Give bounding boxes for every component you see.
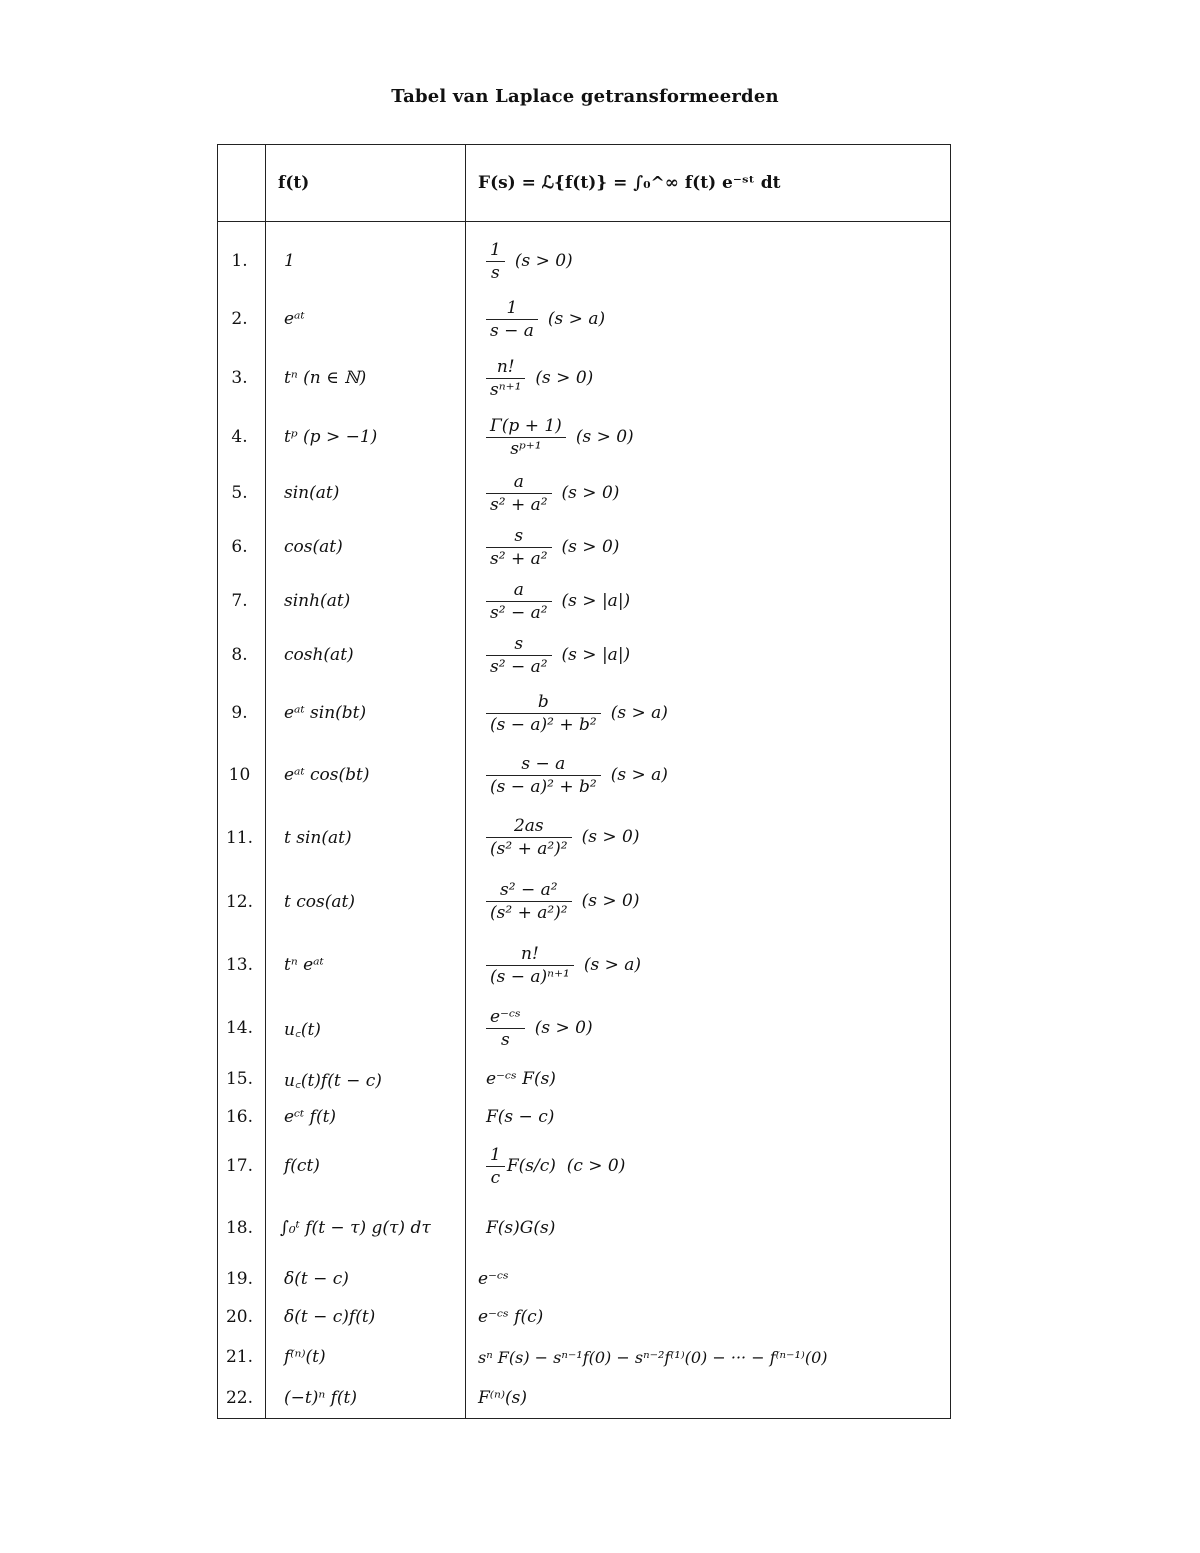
row-transform: e⁻ᶜˢ — [466, 1260, 951, 1298]
row-number: 11. — [225, 827, 254, 848]
row-function: f⁽ⁿ⁾(t) — [266, 1336, 466, 1378]
row-transform — [466, 744, 951, 806]
row-function: t sin(at) — [266, 806, 466, 869]
condition: (s > 0) — [514, 250, 573, 271]
transform-fraction: $\frac{1}{s}$ — [486, 240, 505, 283]
header-f-of-t: f(t) — [266, 145, 466, 222]
condition: (s > 0) — [581, 827, 640, 847]
transform-fraction: $\frac{a}{\text{s² − a²}}$ — [486, 580, 552, 623]
row-transform — [466, 1136, 951, 1196]
row-number: 3. — [231, 368, 248, 388]
row-number: 22. — [225, 1387, 254, 1408]
row-number: 21. — [225, 1347, 254, 1367]
table-row — [218, 934, 951, 996]
row-function: sinh(at) — [266, 574, 466, 628]
table-row — [218, 1336, 951, 1378]
condition: (s > |a|) — [561, 644, 631, 665]
table-row — [218, 348, 951, 408]
row-function: sin(at) — [266, 466, 466, 520]
transform-fraction: $\frac{1}{c}$ — [486, 1145, 505, 1188]
condition: (s > 0) — [535, 367, 594, 388]
row-function: u꜀(t)f(t − c) — [266, 1060, 466, 1098]
row-function: ∫₀ᵗ f(t − τ) g(τ) dτ — [266, 1196, 466, 1260]
transform-fraction: $\frac{s - a}{\text{(s − a)² + b²}}$ — [486, 754, 601, 797]
row-number: 8. — [231, 645, 248, 665]
row-transform: F(s − c) — [466, 1098, 951, 1136]
table-row — [218, 1098, 951, 1136]
row-function: eᵃᵗ cos(bt) — [266, 744, 466, 806]
transform-fraction: $\frac{n!}{\text{(s − a)ⁿ⁺¹}}$ — [486, 944, 574, 987]
row-transform: e⁻ᶜˢ F(s) — [466, 1060, 951, 1098]
row-number: 17. — [225, 1156, 254, 1176]
table-row — [218, 806, 951, 869]
table-row — [218, 1260, 951, 1298]
transform-fraction: $\frac{a}{\text{s² + a²}}$ — [486, 472, 552, 515]
table-row — [218, 996, 951, 1060]
laplace-table — [217, 144, 951, 1419]
row-transform — [466, 466, 951, 520]
row-transform: F⁽ⁿ⁾(s) — [466, 1378, 951, 1418]
table-row — [218, 1378, 951, 1418]
header-number-cell — [218, 145, 266, 222]
condition: (s > a) — [583, 954, 642, 975]
transform-fraction: $\frac{\text{s² − a²}}{\text{(s² + a²)²}}$ — [486, 880, 572, 923]
condition: (s > a) — [547, 308, 606, 329]
table-row — [218, 628, 951, 682]
row-function: tⁿ eᵃᵗ — [266, 934, 466, 996]
row-transform — [466, 408, 951, 466]
row-number: 4. — [231, 427, 248, 447]
table-row — [218, 682, 951, 744]
row-transform — [466, 682, 951, 744]
row-number: 16. — [225, 1107, 254, 1127]
table-row — [218, 1298, 951, 1336]
row-transform — [466, 574, 951, 628]
row-function: δ(t − c) — [266, 1260, 466, 1298]
condition: (s > 0) — [581, 891, 640, 911]
table-row — [218, 1060, 951, 1098]
row-transform — [466, 348, 951, 408]
row-function: eᵃᵗ sin(bt) — [266, 682, 466, 744]
row-number: 19. — [225, 1269, 254, 1289]
row-function: tⁿ (n ∈ ℕ) — [266, 348, 466, 408]
row-number: 7. — [231, 591, 248, 611]
row-transform: sⁿ F(s) − sⁿ⁻¹f(0) − sⁿ⁻²f⁽¹⁾(0) − ··· − f⁽ⁿ⁻¹⁾(0) — [466, 1336, 951, 1378]
table-row — [218, 408, 951, 466]
row-function: 1 — [266, 232, 466, 290]
condition: (s > 0) — [561, 482, 620, 503]
row-transform — [466, 520, 951, 574]
table-row — [218, 744, 951, 806]
row-function: eᵃᵗ — [266, 290, 466, 348]
row-number: 14. — [225, 1018, 254, 1038]
transform-fraction: $\frac{\text{e⁻ᶜˢ}}{s}$ — [486, 1007, 525, 1050]
row-function: cosh(at) — [266, 628, 466, 682]
condition: (s > a) — [610, 764, 668, 785]
condition: (s > |a|) — [561, 590, 631, 611]
row-function: u꜀(t) — [266, 996, 466, 1060]
row-number: 2. — [231, 309, 248, 329]
row-number: 12. — [225, 891, 254, 912]
page-title: Tabel van Laplace getransformeerden — [391, 86, 779, 107]
row-transform — [466, 934, 951, 996]
row-number: 6. — [231, 537, 248, 557]
transform-fraction: $\frac{s}{\text{s² + a²}}$ — [486, 526, 552, 569]
row-number: 5. — [231, 483, 248, 503]
row-function: δ(t − c)f(t) — [266, 1298, 466, 1336]
transform-fraction: $\frac{\Gamma(p + 1)}{\text{sᵖ⁺¹}}$ — [486, 416, 566, 459]
condition: (s > a) — [610, 702, 668, 723]
row-number: 1. — [231, 251, 248, 271]
row-function: f(ct) — [266, 1136, 466, 1196]
row-transform — [466, 996, 951, 1060]
row-function: tᵖ (p > −1) — [266, 408, 466, 466]
table-row — [218, 1136, 951, 1196]
row-function: cos(at) — [266, 520, 466, 574]
row-number: 10 — [228, 765, 251, 785]
table-row — [218, 869, 951, 934]
row-function: t cos(at) — [266, 869, 466, 934]
row-transform: e⁻ᶜˢ f(c) — [466, 1298, 951, 1336]
table-row — [218, 232, 951, 290]
row-number: 20. — [225, 1307, 254, 1327]
transform-fraction: $\frac{b}{\text{(s − a)² + b²}}$ — [486, 692, 601, 735]
row-number: 18. — [225, 1218, 254, 1238]
transform-fraction: $\frac{s}{\text{s² − a²}}$ — [486, 634, 552, 677]
row-function: (−t)ⁿ f(t) — [266, 1378, 466, 1418]
table-row — [218, 574, 951, 628]
transform-fraction: $\frac{1}{s - a}$ — [486, 298, 538, 341]
table-row — [218, 290, 951, 348]
transform-fraction: $\frac{2as}{\text{(s² + a²)²}}$ — [486, 816, 572, 859]
row-transform: F(s)G(s) — [466, 1196, 951, 1260]
table-row — [218, 466, 951, 520]
row-transform — [466, 290, 951, 348]
row-number: 15. — [225, 1069, 254, 1089]
row-number: 13. — [225, 955, 254, 975]
scaled-transform: F(s/c) — [506, 1155, 556, 1176]
condition: (c > 0) — [566, 1155, 626, 1176]
row-transform — [466, 628, 951, 682]
transform-fraction: $\frac{n!}{\text{sⁿ⁺¹}}$ — [486, 357, 525, 400]
row-transform — [466, 806, 951, 869]
condition: (s > 0) — [561, 536, 620, 557]
row-transform — [466, 869, 951, 934]
row-number: 9. — [231, 703, 248, 723]
row-function: eᶜᵗ f(t) — [266, 1098, 466, 1136]
condition: (s > 0) — [534, 1017, 593, 1038]
table-row — [218, 520, 951, 574]
row-transform — [466, 232, 951, 290]
table-row — [218, 1196, 951, 1260]
condition: (s > 0) — [575, 426, 634, 447]
header-laplace-definition: F(s) = ℒ{f(t)} = ∫₀^∞ f(t) e⁻ˢᵗ dt — [466, 145, 951, 222]
table-header-row — [218, 145, 951, 222]
